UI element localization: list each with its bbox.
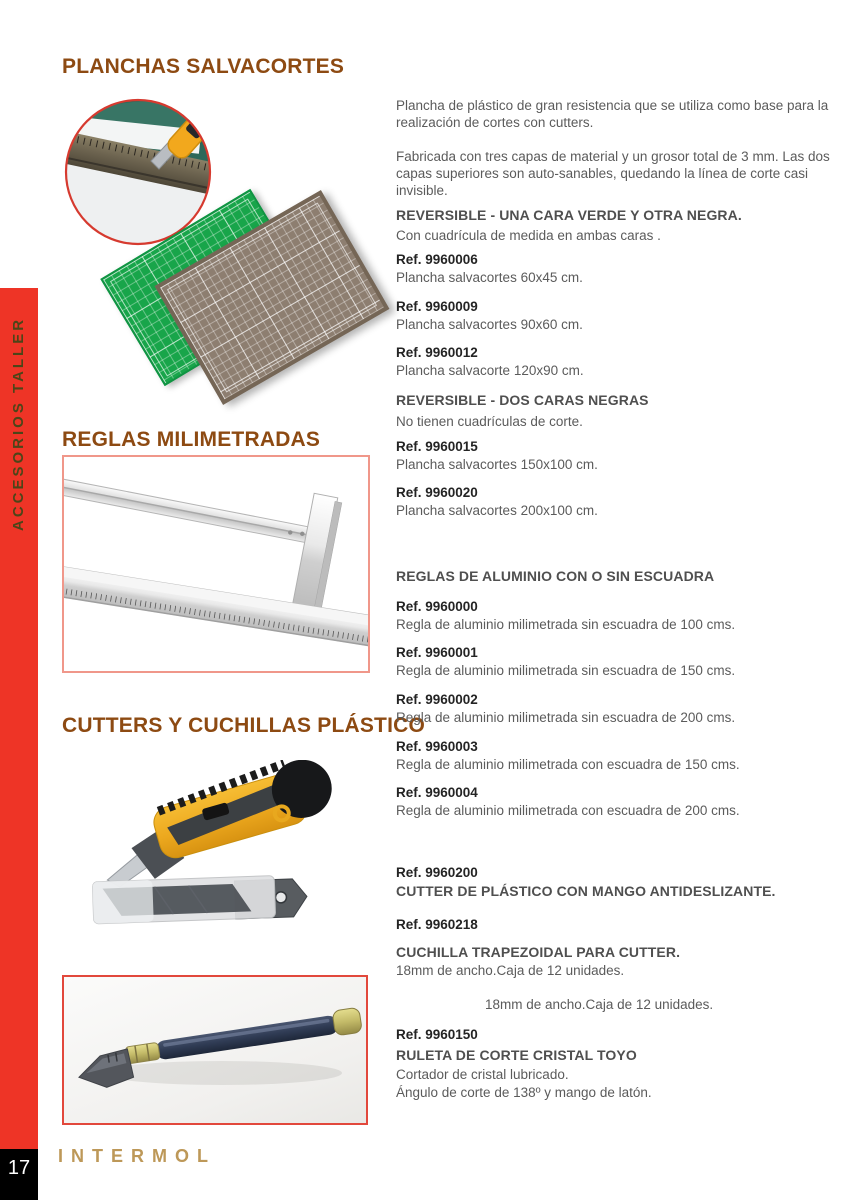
product-ref: Ref. 9960000 — [396, 599, 478, 614]
product-block — [396, 692, 844, 725]
product-block — [396, 785, 844, 818]
planchas-intro-2: Fabricada con tres capas de material y un grosor total de 3 mm. Las dos capas superiores son auto-sanables, quedando la línea de corte casi invisible. — [396, 149, 830, 198]
product-desc-1: Cortador de cristal lubricado. — [396, 1067, 569, 1082]
product-ref: Ref. 9960150 — [396, 1027, 478, 1042]
product-block — [396, 299, 844, 332]
rulers-photo-frame — [62, 455, 370, 673]
product-block — [396, 739, 844, 772]
product-block — [396, 485, 844, 518]
product-block — [396, 439, 844, 472]
reglas-aluminio-heading: REGLAS DE ALUMINIO CON O SIN ESCUADRA — [396, 568, 715, 584]
product-desc: Regla de aluminio milimetrada con escuadra de 200 cms. — [396, 803, 740, 818]
product-name: CUCHILLA TRAPEZOIDAL PARA CUTTER. — [396, 944, 681, 960]
reversible-verde-note: Con cuadrícula de medida en ambas caras . — [396, 228, 661, 243]
product-ref: Ref. 9960009 — [396, 299, 478, 314]
page-number-box — [0, 1149, 38, 1200]
product-desc: Regla de aluminio milimetrada con escuadra de 150 cms. — [396, 757, 740, 772]
product-desc: Plancha salvacortes 200x100 cm. — [396, 503, 598, 518]
product-ref: Ref. 9960003 — [396, 739, 478, 754]
product-ref: Ref. 9960001 — [396, 645, 478, 660]
product-block — [396, 944, 844, 978]
aluminium-rulers-illustration — [64, 457, 368, 671]
product-desc: Regla de aluminio milimetrada sin escuadra de 150 cms. — [396, 663, 736, 678]
brand-logo-text: INTERMOL — [58, 1146, 216, 1166]
sidebar-category-label: ACCESORIOS TALLER — [10, 316, 27, 531]
glass-cutter-photo-frame — [62, 975, 368, 1125]
product-block — [396, 599, 844, 632]
glass-cutter-illustration — [64, 977, 366, 1123]
blade-size-note: 18mm de ancho.Caja de 12 unidades. — [485, 997, 714, 1012]
product-ref: Ref. 9960002 — [396, 692, 478, 707]
product-desc: Plancha salvacortes 150x100 cm. — [396, 457, 598, 472]
cutter-photo — [85, 760, 335, 932]
section-title-reglas: REGLAS MILIMETRADAS — [62, 428, 321, 451]
product-desc: Regla de aluminio milimetrada sin escuadra de 200 cms. — [396, 710, 736, 725]
product-ref: Ref. 9960015 — [396, 439, 478, 454]
product-desc: 18mm de ancho.Caja de 12 unidades. — [396, 963, 625, 978]
product-desc: Plancha salvacorte 120x90 cm. — [396, 363, 584, 378]
product-ref: Ref. 9960004 — [396, 785, 478, 800]
reversible-negras-note: No tienen cuadrículas de corte. — [396, 414, 583, 429]
product-block — [396, 252, 844, 285]
reversible-verde-heading: REVERSIBLE - UNA CARA VERDE Y OTRA NEGRA. — [396, 207, 742, 223]
product-block — [396, 645, 844, 678]
cutter-illustration — [85, 760, 335, 932]
product-block — [396, 345, 844, 378]
product-ref: Ref. 9960218 — [396, 917, 478, 932]
product-ref: Ref. 9960006 — [396, 252, 478, 267]
product-name: CUTTER DE PLÁSTICO CON MANGO ANTIDESLIZANTE. — [396, 883, 776, 899]
product-desc: Plancha salvacortes 90x60 cm. — [396, 317, 583, 332]
planchas-intro-1: Plancha de plástico de gran resistencia que se utiliza como base para la realización de cortes con cutters. — [396, 98, 829, 130]
product-name: RULETA DE CORTE CRISTAL TOYO — [396, 1047, 637, 1063]
reversible-negras-heading: REVERSIBLE - DOS CARAS NEGRAS — [396, 392, 649, 408]
product-desc: Plancha salvacortes 60x45 cm. — [396, 270, 583, 285]
section-title-planchas: PLANCHAS SALVACORTES — [62, 55, 345, 78]
product-desc-2: Ángulo de corte de 138º y mango de latón. — [396, 1085, 652, 1100]
product-ref: Ref. 9960012 — [396, 345, 478, 360]
sidebar-red-band — [0, 288, 38, 1149]
product-ref: Ref. 9960020 — [396, 485, 478, 500]
page-number: 17 — [7, 1157, 31, 1179]
product-desc: Regla de aluminio milimetrada sin escuadra de 100 cms. — [396, 617, 736, 632]
product-ref: Ref. 9960200 — [396, 865, 478, 880]
section-title-cutters: CUTTERS Y CUCHILLAS PLÁSTICO — [62, 714, 426, 737]
product-block — [396, 865, 844, 899]
